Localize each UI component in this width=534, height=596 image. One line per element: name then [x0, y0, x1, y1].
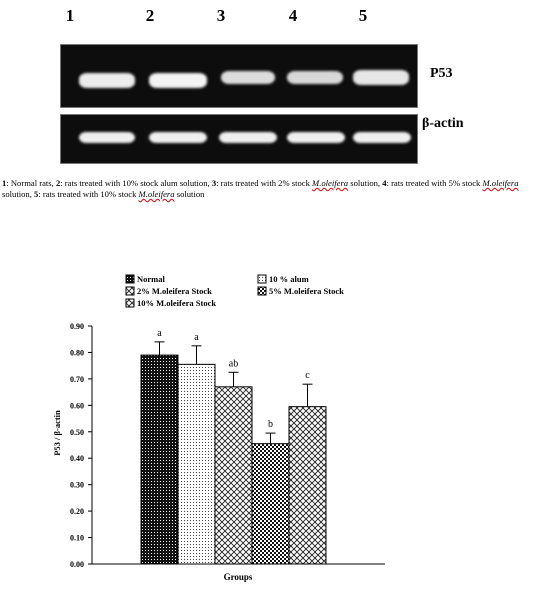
y-tick-label: 0.90	[70, 322, 84, 331]
y-tick-label: 0.20	[70, 507, 84, 517]
chart-bars	[141, 328, 326, 564]
y-tick-label: 0.10	[70, 533, 84, 543]
p53-band-1	[79, 73, 135, 88]
significance-label: b	[268, 419, 273, 431]
actin-band-3	[219, 132, 277, 143]
chart-legend	[126, 274, 344, 308]
legend-label: 5% M.oleifera Stock	[269, 286, 344, 296]
caption-text: solution	[174, 189, 205, 199]
bar-5	[289, 407, 326, 564]
bar-4	[252, 444, 289, 564]
lane-number-2: 2	[145, 6, 155, 25]
y-tick-label: 0.40	[70, 454, 84, 464]
caption-lane-number: 1	[2, 178, 7, 188]
p53-gel-image	[60, 44, 418, 108]
figure-caption	[2, 178, 532, 200]
y-axis-label: P53 / β-actin	[52, 410, 62, 456]
legend-label: 10 % alum	[269, 274, 309, 284]
legend-swatch	[126, 299, 134, 307]
y-tick-label: 0.50	[70, 427, 84, 437]
legend-swatch	[126, 275, 134, 283]
caption-lane-number: 4	[382, 178, 387, 188]
lane-number-1: 1	[65, 6, 75, 25]
beta-actin-label: β-actin	[422, 116, 464, 131]
caption-lane-number: 5	[34, 189, 39, 199]
significance-label: a	[194, 331, 199, 343]
legend-label: 10% M.oleifera Stock	[137, 298, 217, 308]
caption-lane-number: 2	[55, 178, 61, 188]
legend-swatch	[258, 287, 266, 295]
actin-band-5	[353, 132, 411, 143]
beta-actin-gel-image	[60, 114, 418, 164]
actin-band-1	[79, 132, 135, 143]
y-tick-label: 0.80	[70, 348, 84, 358]
legend-label: 2% M.oleifera Stock	[137, 286, 212, 296]
caption-text: : Normal rats,	[6, 178, 56, 188]
caption-text: : rats treated with 5% stock	[386, 178, 483, 188]
y-tick-label: 0.60	[70, 401, 84, 411]
significance-label: a	[157, 327, 162, 339]
caption-species-name: M.oleifera	[482, 178, 519, 188]
p53-band-5	[353, 70, 409, 85]
caption-text: solution,	[348, 178, 383, 188]
p53-band-3	[221, 71, 275, 84]
p53-ratio-bar-chart	[0, 270, 534, 596]
lane-number-3: 3	[216, 6, 226, 25]
caption-species-name: M.oleifera	[312, 178, 349, 188]
bar-2	[178, 364, 215, 564]
caption-text: solution,	[2, 189, 34, 199]
lane-number-row	[0, 6, 534, 32]
x-axis-label: Groups	[223, 572, 253, 582]
caption-text: : rats treated with 10% stock alum solution,	[60, 178, 212, 188]
caption-text: : rats treated with 10% stock	[38, 189, 139, 199]
actin-band-2	[149, 132, 207, 143]
caption-lane-number: 3	[211, 178, 217, 188]
y-tick-label: 0.00	[70, 560, 84, 569]
legend-label: Normal	[137, 274, 165, 284]
p53-band-4	[287, 71, 343, 84]
legend-swatch	[126, 287, 134, 295]
caption-species-name: M.oleifera	[138, 189, 175, 199]
bar-3	[215, 387, 252, 564]
caption-text: : rats treated with 2% stock	[216, 178, 313, 188]
legend-swatch	[258, 275, 266, 283]
p53-band-2	[149, 73, 207, 88]
significance-label: c	[305, 370, 310, 382]
p53-label: P53	[430, 66, 453, 81]
significance-label: ab	[228, 358, 239, 370]
actin-band-4	[287, 132, 345, 143]
y-tick-label: 0.30	[70, 480, 84, 490]
lane-number-5: 5	[358, 6, 368, 25]
lane-number-4: 4	[288, 6, 298, 25]
bar-1	[141, 355, 178, 564]
y-tick-label: 0.70	[70, 374, 84, 384]
